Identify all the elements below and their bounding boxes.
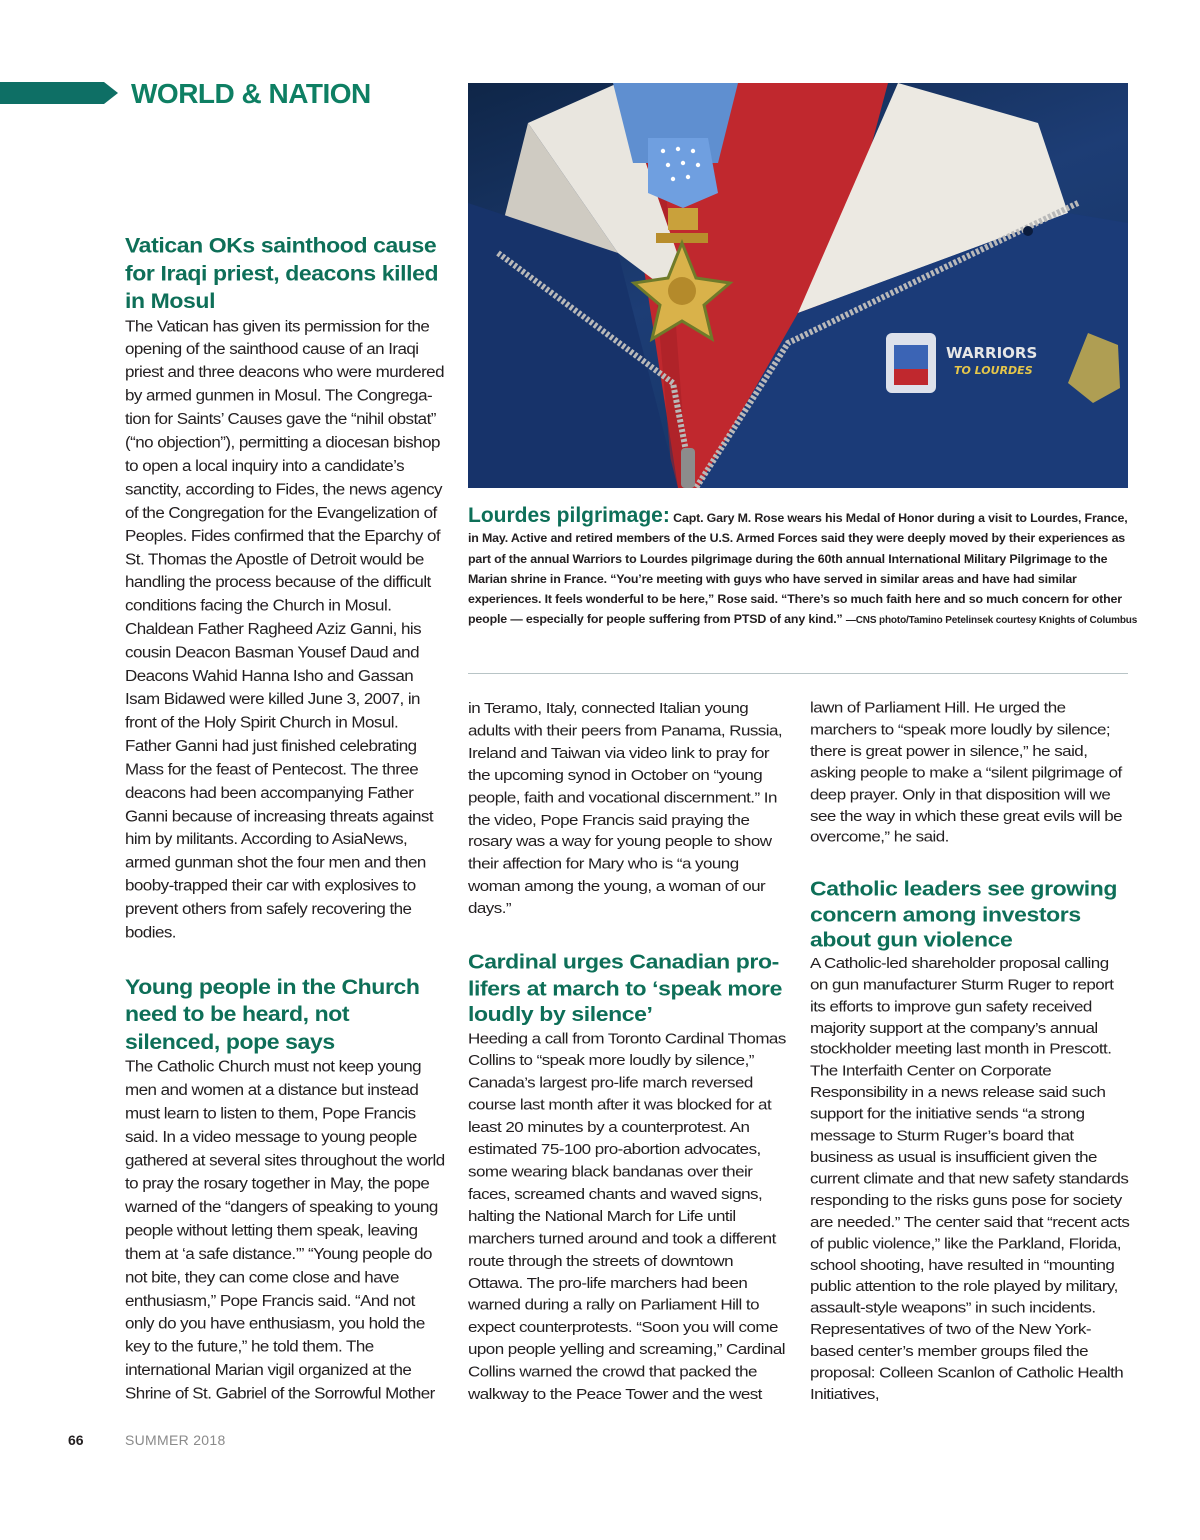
article-young-people bbox=[125, 973, 445, 1406]
headline-young-people: Young people in the Church need to be heard, not silenced, pope says bbox=[125, 974, 420, 1054]
caption-lead: Lourdes pilgrimage: bbox=[468, 504, 670, 527]
caption-credit: —CNS photo/Tamino Petelinsek courtesy Knights of Columbus bbox=[845, 615, 1138, 627]
caption-body: Capt. Gary M. Rose wears his Medal of Honor during a visit to Lourdes, France, in May. Active and retired members of the U.S. Armed Forces said they were deeply moved by their experiences as part of the annual Warriors to Lourdes pilgrimage during the 60th annual International Military Pilgrimage to the Marian shrine in France. “You’re meeting with guys who have served in similar areas and have had similar experiences. It feels wonderful to be here,” Rose said. “There’s so much faith here and so much concern for other people — especially for people suffering from PTSD of any kind.” bbox=[468, 511, 1128, 627]
body-young-people-part2: in Teramo, Italy, connected Italian young adults with their peers from Panama, Russia, Ireland and Taiwan via video link to pray for the upcoming synod in October on “young people, faith and vocational discernment.” In the video, Pope Francis said praying the rosary was a way for young people to show their affection for Mary who is “a young woman among the young, a woman of our days.” bbox=[468, 699, 783, 917]
article-investors bbox=[810, 877, 1130, 1406]
body-young-people-part1: The Catholic Church must not keep young men and women at a distance but instead must learn to listen to them, Pope Francis said. In a video message to young people gathered at several sites throughout the world to pray the rosary together in May, the pope warned of the “dangers of speaking to young people without letting them speak, leaving them at ‘a safe distance.’” “Young people do not bite, they can come close and have enthusiasm,” Pope Francis said. “And not only do you have enthusiasm, you hold the key to the future,” he told them. The international Marian vigil organized at the Shrine of St. Gabriel of the Sorrowful Mother bbox=[125, 1057, 445, 1403]
photo-illustration bbox=[468, 83, 1128, 488]
article-vatican bbox=[125, 232, 445, 945]
issue-label: SUMMER 2018 bbox=[125, 1432, 226, 1448]
headline-investors: Catholic leaders see growing concern among investors about gun violence bbox=[810, 877, 1118, 952]
zipper-pull bbox=[681, 448, 695, 488]
column-right bbox=[810, 698, 1130, 1406]
photo-medal-of-honor bbox=[468, 83, 1128, 488]
medal-ribbon-pad bbox=[648, 138, 718, 208]
medal-center bbox=[668, 277, 696, 305]
photo-caption bbox=[468, 506, 1138, 632]
patch-line1: WARRIORS bbox=[946, 344, 1038, 362]
section-tab-bar bbox=[0, 82, 118, 104]
article-cardinal bbox=[468, 949, 786, 1406]
column-left bbox=[125, 232, 445, 1406]
body-cardinal-part1: Heeding a call from Toronto Cardinal Thomas Collins to “speak more loudly by silence,” Canada’s largest pro-life march reversed course last month after it was blocked for at least 20 minutes by a counterprotest. An estimated 75-100 pro-abortion advocates, some wearing black bandanas over their faces, screamed chants and waved signs, halting the National March for Life until marchers turned around and took a different route through the streets of downtown Ottawa. The pro-life marchers had been warned during a rally on Parliament Hill to expect counterprotests. “Soon you will come upon people yelling and screaming,” Cardinal Collins warned the crowd that packed the walkway to the Peace Tower and the west bbox=[468, 1029, 786, 1403]
headline-cardinal: Cardinal urges Canadian pro-lifers at march to ‘speak more loudly by silence’ bbox=[468, 949, 782, 1026]
body-cardinal-part2: lawn of Parliament Hill. He urged the marchers to “speak more loudly by silence; there is great power in silence,” he said, asking people to make a “silent pilgrimage of deep prayer. Only in that disposition will we see the way in which these great evils will be overcome,” he said. bbox=[810, 699, 1123, 846]
page-number: 66 bbox=[68, 1432, 84, 1448]
body-vatican: The Vatican has given its permission for the opening of the sainthood cause of an Iraqi priest and three deacons who were murdered by armed gunmen in Mosul. The Congregation for Saints’ Causes gave the “nihil obstat” (“no objection”), permitting a diocesan bishop to open a local inquiry into a candidate’s sanctity, according to Fides, the news agency of the Congregation for the Evangelization of Peoples. Fides confirmed that the Eparchy of St. Thomas the Apostle of Detroit would be handling the process because of the difficult conditions facing the Church in Mosul. Chaldean Father Ragheed Aziz Ganni, his cousin Deacon Basman Yousef Daud and Deacons Wahid Hanna Isho and Gassan Isam Bidawed were killed June 3, 2007, in front of the Holy Spirit Church in Mosul. Father Ganni had just finished celebrating Mass for the feast of Pentecost. The three deacons had been accompanying Father Ganni because of increasing threats against him by militants. According to AsiaNews, armed gunman shot the four men and then booby-trapped their car with explosives to prevent others from safely recovering the bodies. bbox=[125, 316, 444, 942]
divider-rule bbox=[468, 673, 1128, 674]
snap-button bbox=[1023, 226, 1033, 236]
medal-eagle bbox=[668, 208, 698, 230]
section-label: WORLD & NATION bbox=[131, 78, 371, 109]
patch-line2: TO LOURDES bbox=[954, 364, 1033, 377]
column-middle bbox=[468, 698, 786, 1406]
headline-vatican: Vatican OKs sainthood cause for Iraqi priest, deacons killed in Mosul bbox=[125, 232, 439, 313]
body-investors: A Catholic-led shareholder proposal calling on gun manufacturer Sturm Ruger to report its efforts to improve gun safety received majority support at the company’s annual stockholder meeting last month in Prescott. The Interfaith Center on Corporate Responsibility in a news release said such support for the initiative sends “a strong message to Sturm Ruger’s board that business as usual is insufficient given the current climate and that new safety standards responding to the risks guns pose for society are needed.” The center said that “recent acts of public violence,” like the Parkland, Florida, school shooting, have resulted in “mounting public attention to the role played by military, assault-style weapons” in such incidents. Representatives of two of the New York-based center’s member groups filed the proposal: Colleen Scanlon of Catholic Health Initiatives, bbox=[810, 954, 1130, 1403]
